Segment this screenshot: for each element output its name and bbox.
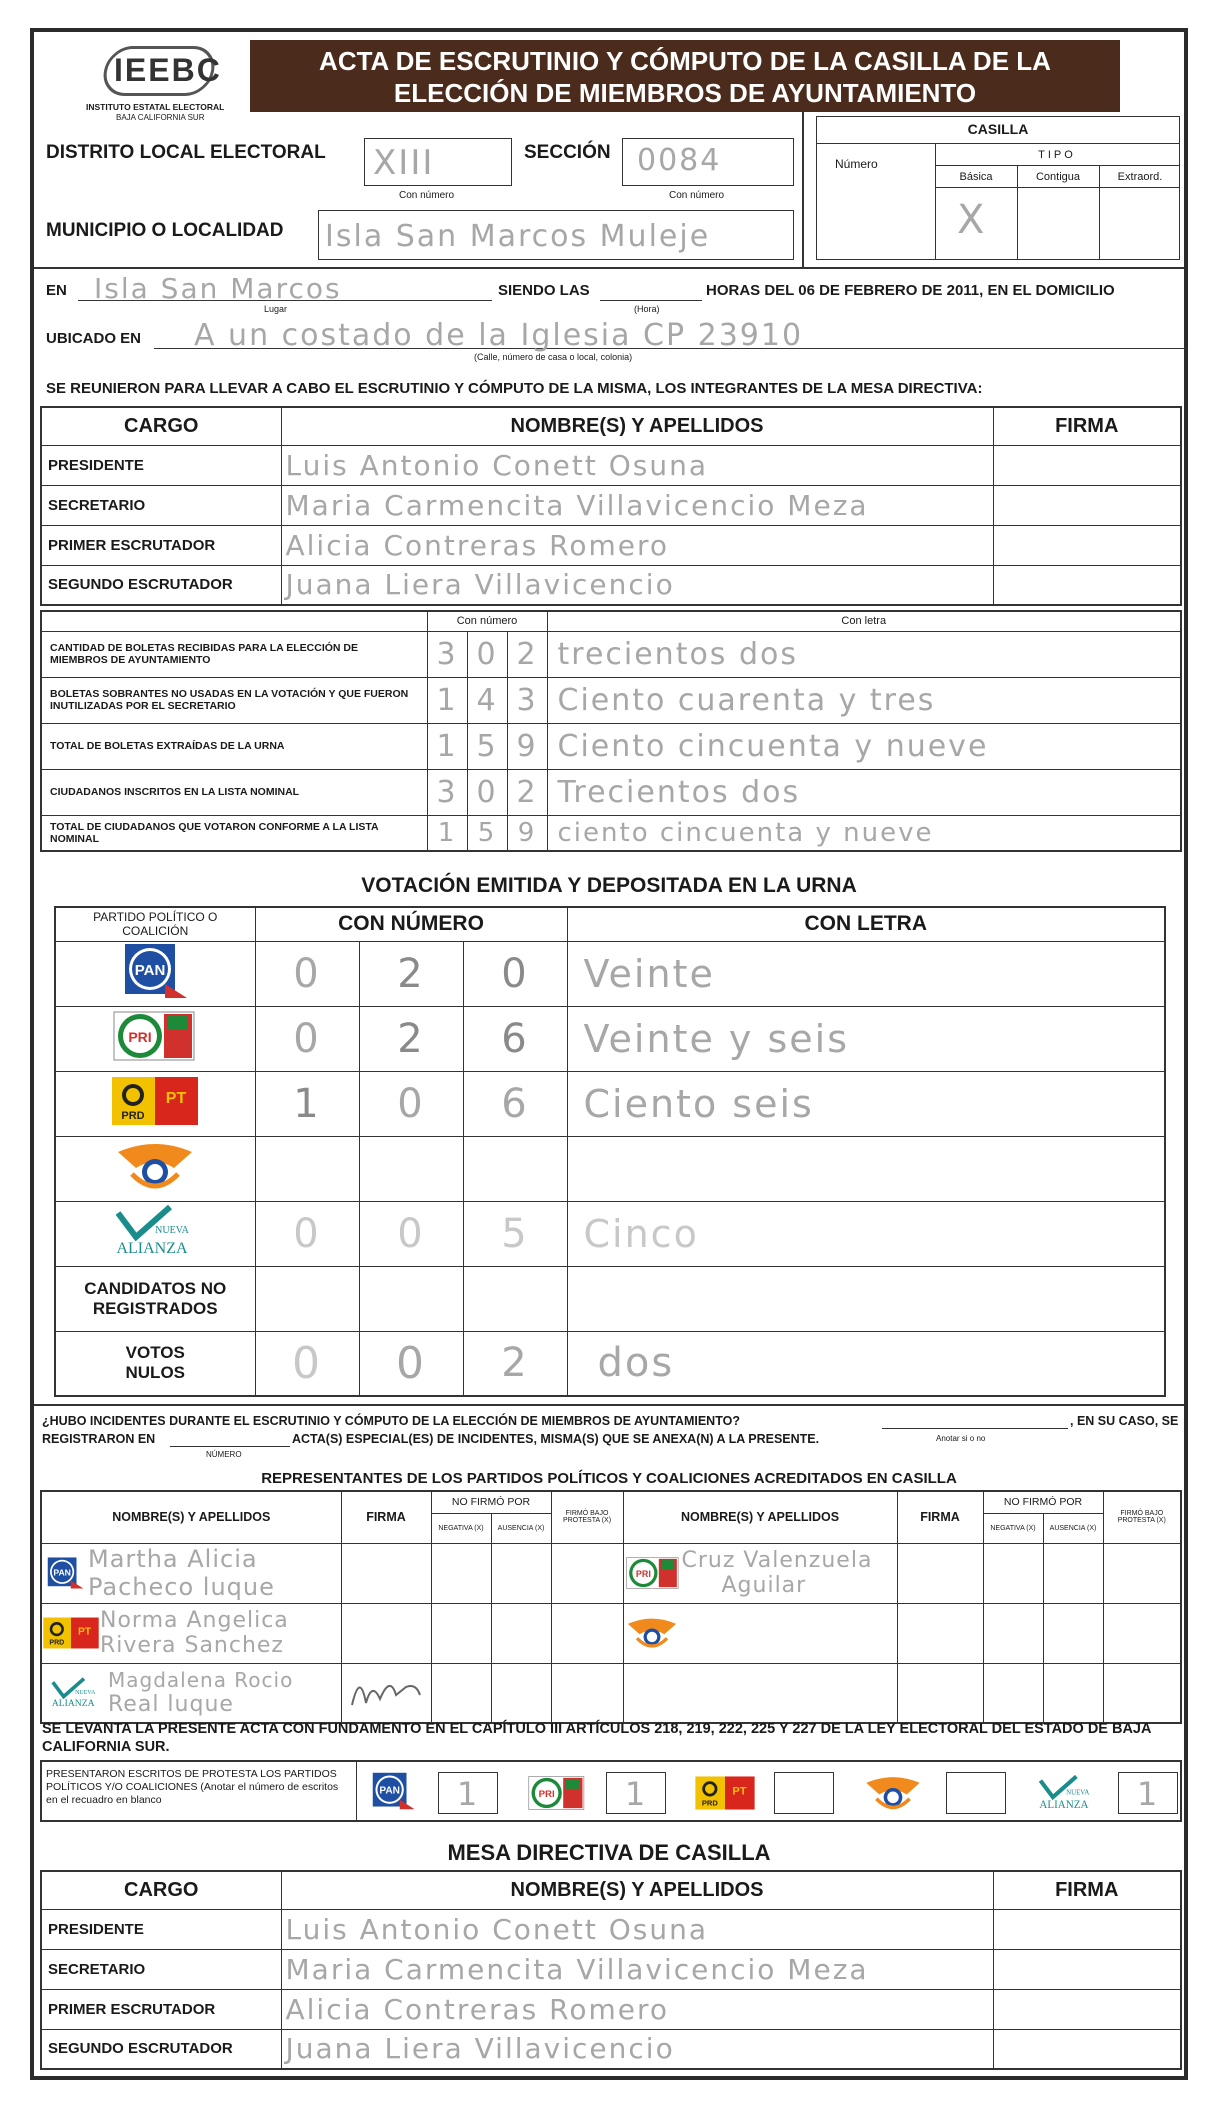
- votacion-table: [54, 906, 1166, 1397]
- pan-d1: 0: [255, 941, 359, 1006]
- boletas-inscritos-d1: 3: [427, 769, 467, 815]
- mesa-final-cargo-segundo: SEGUNDO ESCRUTADOR: [41, 2029, 281, 2069]
- incidentes-numero-caption: NÚMERO: [206, 1450, 242, 1459]
- svg-text:NUEVA: NUEVA: [155, 1225, 190, 1236]
- hora-caption: (Hora): [634, 304, 660, 314]
- pan-logo-icon: [42, 1551, 88, 1595]
- party-cell-pri: [55, 1006, 255, 1071]
- escritos-pan-value: 1: [456, 1775, 480, 1813]
- rep-prd-pt-nombre1: Norma Angelica: [100, 1608, 289, 1633]
- mesa-nombre-presidente: Luis Antonio Conett Osuna: [281, 445, 993, 485]
- escritos-prs-box: [946, 1772, 1006, 1814]
- rep-right-ausencia: AUSENCIA (X): [1043, 1513, 1103, 1543]
- institute-region: BAJA CALIFORNIA SUR: [116, 113, 205, 122]
- mesa-final-cargo-primer: PRIMER ESCRUTADOR: [41, 1989, 281, 2029]
- rep-row-prd-pt: [41, 1603, 341, 1663]
- boletas-sobrantes-letra: Ciento cuarenta y tres: [547, 677, 1181, 723]
- rep-left-protesta: FIRMÓ BAJO PROTESTA (X): [551, 1491, 623, 1543]
- firma-header: FIRMA: [993, 407, 1181, 445]
- prd-pt-d2: 0: [359, 1071, 463, 1136]
- rep-left-ausencia: AUSENCIA (X): [491, 1513, 551, 1543]
- svg-text:PAN: PAN: [379, 1785, 400, 1797]
- prd-pt-d3: 6: [463, 1071, 567, 1136]
- pri-logo-icon: [110, 1008, 200, 1064]
- party-cell-prd-pt: [55, 1071, 255, 1136]
- mesa-final-cargo-presidente: PRESIDENTE: [41, 1909, 281, 1949]
- mesa-final-firma-header: FIRMA: [993, 1871, 1181, 1909]
- svg-text:PT: PT: [166, 1090, 187, 1107]
- boletas-recibidas-d3: 2: [507, 631, 547, 677]
- nulos-d1: 0: [255, 1331, 359, 1396]
- tipo-label: TIPO: [1038, 149, 1076, 161]
- boletas-label-extraidas: TOTAL DE BOLETAS EXTRAÍDAS DE LA URNA: [41, 723, 427, 769]
- rep-row-na: [41, 1663, 341, 1723]
- svg-text:ALIANZA: ALIANZA: [116, 1240, 188, 1257]
- rep-pan-firma: [341, 1543, 431, 1603]
- tipo-extraord: Extraord.: [1117, 171, 1163, 183]
- casilla-grid: [816, 116, 1180, 260]
- mesa-nombre-primer: Alicia Contreras Romero: [281, 525, 993, 565]
- svg-text:PRD: PRD: [121, 1110, 145, 1122]
- pri-logo-icon: [624, 1553, 682, 1593]
- boletas-recibidas-d1: 3: [427, 631, 467, 677]
- boletas-label-recibidas: CANTIDAD DE BOLETAS RECIBIDAS PARA LA ELECCIÓN DE MIEMBROS DE AYUNTAMIENTO: [41, 631, 427, 677]
- mesa-final-nombre-header: NOMBRE(S) Y APELLIDOS: [281, 1871, 993, 1909]
- votacion-numero-header: CON NÚMERO: [255, 907, 567, 941]
- mesa-final-cargo-secretario: SECRETARIO: [41, 1949, 281, 1989]
- title-bar: [250, 40, 1120, 112]
- incidentes-en-su-caso: , EN SU CASO, SE: [1070, 1414, 1179, 1428]
- rep-pan-nombre1: Martha Alicia: [88, 1545, 258, 1573]
- tipo-contigua: Contigua: [1035, 171, 1081, 183]
- ubicado-label: UBICADO EN: [46, 330, 142, 347]
- rep-na-nombre2: Real luque: [108, 1692, 234, 1718]
- seccion-field: [622, 138, 794, 186]
- distrito-value: XIII: [373, 143, 435, 183]
- boletas-label-votaron: TOTAL DE CIUDADANOS QUE VOTARON CONFORME A LA LISTA NOMINAL: [41, 815, 427, 851]
- casilla-label: CASILLA: [967, 121, 1029, 137]
- svg-text:NUEVA: NUEVA: [1066, 1789, 1090, 1797]
- escritos-pri-box: [606, 1772, 666, 1814]
- seccion-label: SECCIÓN: [524, 142, 611, 163]
- party-cell-na: [55, 1201, 255, 1266]
- rep-left-firma-header: FIRMA: [341, 1491, 431, 1543]
- escritos-na-box: [1118, 1772, 1178, 1814]
- mesa-final-nombre-secretario: Maria Carmencita Villavicencio Meza: [281, 1949, 993, 1989]
- institute-name: INSTITUTO ESTATAL ELECTORAL: [86, 102, 225, 112]
- title-line2: ELECCIÓN DE MIEMBROS DE AYUNTAMIENTO: [393, 78, 977, 108]
- prs-logo-icon: [112, 1138, 198, 1194]
- boletas-extraidas-d1: 1: [427, 723, 467, 769]
- mesa-cargo-secretario: SECRETARIO: [41, 485, 281, 525]
- rep-right-firma-header: FIRMA: [897, 1491, 983, 1543]
- distrito-label: DISTRITO LOCAL ELECTORAL: [46, 142, 326, 163]
- municipio-value: Isla San Marcos Muleje: [325, 219, 711, 254]
- no-registrados-label: CANDIDATOS NO REGISTRADOS: [55, 1266, 255, 1331]
- svg-text:ALIANZA: ALIANZA: [51, 1697, 95, 1709]
- nulos-d2: 0: [359, 1331, 463, 1396]
- en-value: Isla San Marcos: [94, 272, 342, 305]
- mesa-table: [40, 406, 1182, 606]
- rep-na-firma: [341, 1663, 431, 1723]
- pri-logo-icon: [526, 1772, 588, 1814]
- rep-pan-nombre2: Pacheco luque: [88, 1573, 275, 1601]
- ubicado-value: A un costado de la Iglesia CP 23910: [194, 318, 804, 353]
- reunion-text: SE REUNIERON PARA LLEVAR A CABO EL ESCRUTINIO Y CÓMPUTO DE LA MISMA, LOS INTEGRANTES DE LA MESA DIRECTIVA:: [46, 380, 983, 397]
- boletas-extraidas-letra: Ciento cincuenta y nueve: [547, 723, 1181, 769]
- siendo-label: SIENDO LAS: [498, 282, 590, 299]
- rep-prd-pt-nombre2: Rivera Sanchez: [100, 1633, 284, 1658]
- prs-logo-icon: [624, 1613, 680, 1653]
- rep-pri-nombre1: Cruz Valenzuela: [681, 1548, 873, 1573]
- rep-right-nombre-header: NOMBRE(S) Y APELLIDOS: [623, 1491, 897, 1543]
- casilla-box: [802, 112, 1188, 267]
- mesa-cargo-primer: PRIMER ESCRUTADOR: [41, 525, 281, 565]
- prs-logo-icon: [862, 1772, 924, 1814]
- mesa-final-cargo-header: CARGO: [41, 1871, 281, 1909]
- incidentes-registraron: REGISTRARON EN: [42, 1432, 156, 1446]
- rep-row-pri: [623, 1543, 897, 1603]
- representantes-title: REPRESENTANTES DE LOS PARTIDOS POLÍTICOS Y COALICIONES ACREDITADOS EN CASILLA: [261, 1470, 957, 1487]
- prs-letra: [567, 1136, 1165, 1201]
- rep-row-empty: [623, 1663, 897, 1723]
- rep-right-protesta: FIRMÓ BAJO PROTESTA (X): [1103, 1491, 1181, 1543]
- nombre-header: NOMBRE(S) Y APELLIDOS: [281, 407, 993, 445]
- seccion-caption: Con número: [669, 190, 725, 201]
- escritos-pan-box: [438, 1772, 498, 1814]
- boletas-extraidas-d2: 5: [467, 723, 507, 769]
- mesa-firma-segundo: [993, 565, 1181, 605]
- svg-text:PAN: PAN: [53, 1567, 71, 1578]
- pri-d1: 0: [255, 1006, 359, 1071]
- mesa-firma-primer: [993, 525, 1181, 565]
- boletas-sobrantes-d1: 1: [427, 677, 467, 723]
- escritos-text: PRESENTARON ESCRITOS DE PROTESTA LOS PARTIDOS POLÍTICOS Y/O COALICIONES (Anotar el número de escritos en el recuadro en blanco: [46, 1768, 339, 1806]
- mesa-final-firma-secretario: [993, 1949, 1181, 1989]
- incidentes-anotar-caption: Anotar si o no: [936, 1434, 986, 1443]
- rep-pri-firma: [897, 1543, 983, 1603]
- pan-logo-icon: [115, 942, 195, 1000]
- tipo-basica-mark: X: [957, 197, 987, 243]
- boletas-sobrantes-d3: 3: [507, 677, 547, 723]
- no-registrados-letra: [567, 1266, 1165, 1331]
- prs-d1: [255, 1136, 359, 1201]
- rep-pri-nombre2: Aguilar: [721, 1573, 807, 1598]
- votacion-title: VOTACIÓN EMITIDA Y DEPOSITADA EN LA URNA: [361, 874, 857, 897]
- title-line1: ACTA DE ESCRUTINIO Y CÓMPUTO DE LA CASILLA DE LA: [319, 46, 1051, 76]
- pan-letra: Veinte: [567, 941, 1165, 1006]
- svg-text:PRI: PRI: [538, 1789, 555, 1801]
- hora-line: [600, 300, 702, 301]
- svg-text:NUEVA: NUEVA: [75, 1689, 96, 1696]
- rep-right-negativa: NEGATIVA (X): [983, 1513, 1043, 1543]
- na-d1: 0: [255, 1201, 359, 1266]
- boletas-numero-header: Con número: [427, 611, 547, 631]
- svg-text:PAN: PAN: [134, 962, 166, 979]
- svg-text:PRD: PRD: [49, 1638, 65, 1647]
- svg-text:PRI: PRI: [128, 1029, 152, 1045]
- rep-left-no-firmo: NO FIRMÓ POR: [431, 1491, 551, 1513]
- no-registrados-d3: [463, 1266, 567, 1331]
- distrito-caption: Con número: [399, 190, 455, 201]
- boletas-inscritos-d3: 2: [507, 769, 547, 815]
- pri-letra: Veinte y seis: [567, 1006, 1165, 1071]
- boletas-label-inscritos: CIUDADANOS INSCRITOS EN LA LISTA NOMINAL: [41, 769, 427, 815]
- escritos-pri-value: 1: [624, 1775, 648, 1813]
- escritos-row: [40, 1760, 1182, 1822]
- mesa-cargo-segundo: SEGUNDO ESCRUTADOR: [41, 565, 281, 605]
- incidentes-answer-line: [882, 1428, 1068, 1429]
- mesa-final-nombre-presidente: Luis Antonio Conett Osuna: [281, 1909, 993, 1949]
- no-registrados-d1: [255, 1266, 359, 1331]
- mesa-nombre-segundo: Juana Liera Villavicencio: [281, 565, 993, 605]
- fundamento-text: SE LEVANTA LA PRESENTE ACTA CON FUNDAMENTO EN EL CAPÍTULO III ARTÍCULOS 218, 219, 222, 225 Y 227 DE LA LEY ELECTORAL DEL ESTADO DE BAJA CALIFORNIA SUR.: [42, 1721, 1151, 1755]
- acta-sheet: [30, 28, 1188, 2080]
- svg-text:ALIANZA: ALIANZA: [1039, 1799, 1089, 1812]
- pri-d3: 6: [463, 1006, 567, 1071]
- mesa-final-nombre-primer: Alicia Contreras Romero: [281, 1989, 993, 2029]
- mesa-final-table: [40, 1870, 1182, 2070]
- rep-row-pan: [41, 1543, 341, 1603]
- mesa-final-nombre-segundo: Juana Liera Villavicencio: [281, 2029, 993, 2069]
- svg-text:PRI: PRI: [635, 1568, 651, 1579]
- nulos-letra: dos: [567, 1331, 1165, 1396]
- party-cell-prs: [55, 1136, 255, 1201]
- municipio-label: MUNICIPIO O LOCALIDAD: [46, 220, 284, 241]
- escritos-na-value: 1: [1136, 1775, 1160, 1813]
- distrito-field: [364, 138, 512, 186]
- header-logo: [74, 46, 254, 126]
- boletas-inscritos-d2: 0: [467, 769, 507, 815]
- rep-left-nombre-header: NOMBRE(S) Y APELLIDOS: [41, 1491, 341, 1543]
- na-d3: 5: [463, 1201, 567, 1266]
- boletas-label-sobrantes: BOLETAS SOBRANTES NO USADAS EN LA VOTACIÓN Y QUE FUERON INUTILIZADAS POR EL SECRETARIO: [41, 677, 427, 723]
- svg-text:PT: PT: [732, 1785, 747, 1798]
- nueva-alianza-logo-icon: [1028, 1772, 1104, 1814]
- rep-na-nombre1: Magdalena Rocio: [108, 1668, 294, 1693]
- logo-text: IEEBC: [114, 52, 222, 88]
- boletas-recibidas-letra: trecientos dos: [547, 631, 1181, 677]
- boletas-recibidas-d2: 0: [467, 631, 507, 677]
- prs-d2: [359, 1136, 463, 1201]
- signature-scribble-icon: [346, 1665, 426, 1715]
- mesa-nombre-secretario: Maria Carmencita Villavicencio Meza: [281, 485, 993, 525]
- en-label: EN: [46, 282, 67, 299]
- prs-d3: [463, 1136, 567, 1201]
- partido-header: PARTIDO POLÍTICO O COALICIÓN: [55, 907, 255, 941]
- mesa-final-firma-presidente: [993, 1909, 1181, 1949]
- boletas-sobrantes-d2: 4: [467, 677, 507, 723]
- boletas-letra-header: Con letra: [547, 611, 1181, 631]
- rep-row-prs: [623, 1603, 897, 1663]
- boletas-table: [40, 610, 1182, 852]
- rep-left-negativa: NEGATIVA (X): [431, 1513, 491, 1543]
- pan-logo-icon: [366, 1768, 420, 1814]
- prd-pt-d1: 1: [255, 1071, 359, 1136]
- seccion-value: 0084: [637, 143, 722, 178]
- nulos-d3: 2: [463, 1331, 567, 1396]
- rep-right-no-firmo: NO FIRMÓ POR: [983, 1491, 1103, 1513]
- incidentes-numero-line: [170, 1446, 290, 1447]
- svg-text:PRD: PRD: [701, 1798, 718, 1808]
- domicilio-caption: (Calle, número de casa o local, colonia): [474, 352, 633, 362]
- nueva-alianza-logo-icon: [100, 1203, 210, 1259]
- rep-prs-firma: [897, 1603, 983, 1663]
- prd-pt-logo-icon: [110, 1073, 200, 1129]
- rep-prd-pt-firma: [341, 1603, 431, 1663]
- pan-d3: 0: [463, 941, 567, 1006]
- mesa-final-title: MESA DIRECTIVA DE CASILLA: [447, 1840, 771, 1865]
- representantes-table: [40, 1490, 1182, 1724]
- escritos-prd-pt-box: [774, 1772, 834, 1814]
- numero-label: Número: [835, 157, 878, 171]
- boletas-votaron-letra: ciento cincuenta y nueve: [547, 815, 1181, 851]
- mesa-final-firma-segundo: [993, 2029, 1181, 2069]
- boletas-votaron-d3: 9: [507, 815, 547, 851]
- nulos-label: VOTOS NULOS: [55, 1331, 255, 1396]
- boletas-votaron-d1: 1: [427, 815, 467, 851]
- no-registrados-d2: [359, 1266, 463, 1331]
- nueva-alianza-logo-icon: [42, 1673, 108, 1713]
- boletas-extraidas-d3: 9: [507, 723, 547, 769]
- incidentes-question: ¿HUBO INCIDENTES DURANTE EL ESCRUTINIO Y CÓMPUTO DE LA ELECCIÓN DE MIEMBROS DE AYUNTAMIENTO?: [42, 1414, 740, 1428]
- boletas-inscritos-letra: Trecientos dos: [547, 769, 1181, 815]
- tipo-basica: Básica: [959, 171, 993, 183]
- prd-pt-logo-icon: [42, 1613, 100, 1653]
- votacion-letra-header: CON LETRA: [567, 907, 1165, 941]
- incidentes-actas: ACTA(S) ESPECIAL(ES) DE INCIDENTES, MISMA(S) QUE SE ANEXA(N) A LA PRESENTE.: [292, 1432, 820, 1446]
- mesa-cargo-presidente: PRESIDENTE: [41, 445, 281, 485]
- svg-text:PT: PT: [77, 1626, 92, 1638]
- na-d2: 0: [359, 1201, 463, 1266]
- municipio-field: [318, 210, 794, 260]
- prd-pt-letra: Ciento seis: [567, 1071, 1165, 1136]
- prd-pt-logo-icon: [694, 1772, 756, 1814]
- cargo-header: CARGO: [41, 407, 281, 445]
- mesa-firma-presidente: [993, 445, 1181, 485]
- fecha-text: HORAS DEL 06 DE FEBRERO DE 2011, EN EL DOMICILIO: [706, 282, 1115, 299]
- pri-d2: 2: [359, 1006, 463, 1071]
- party-cell-pan: [55, 941, 255, 1006]
- pan-d2: 2: [359, 941, 463, 1006]
- boletas-votaron-d2: 5: [467, 815, 507, 851]
- lugar-caption: Lugar: [264, 304, 288, 314]
- na-letra: Cinco: [567, 1201, 1165, 1266]
- mesa-firma-secretario: [993, 485, 1181, 525]
- mesa-final-firma-primer: [993, 1989, 1181, 2029]
